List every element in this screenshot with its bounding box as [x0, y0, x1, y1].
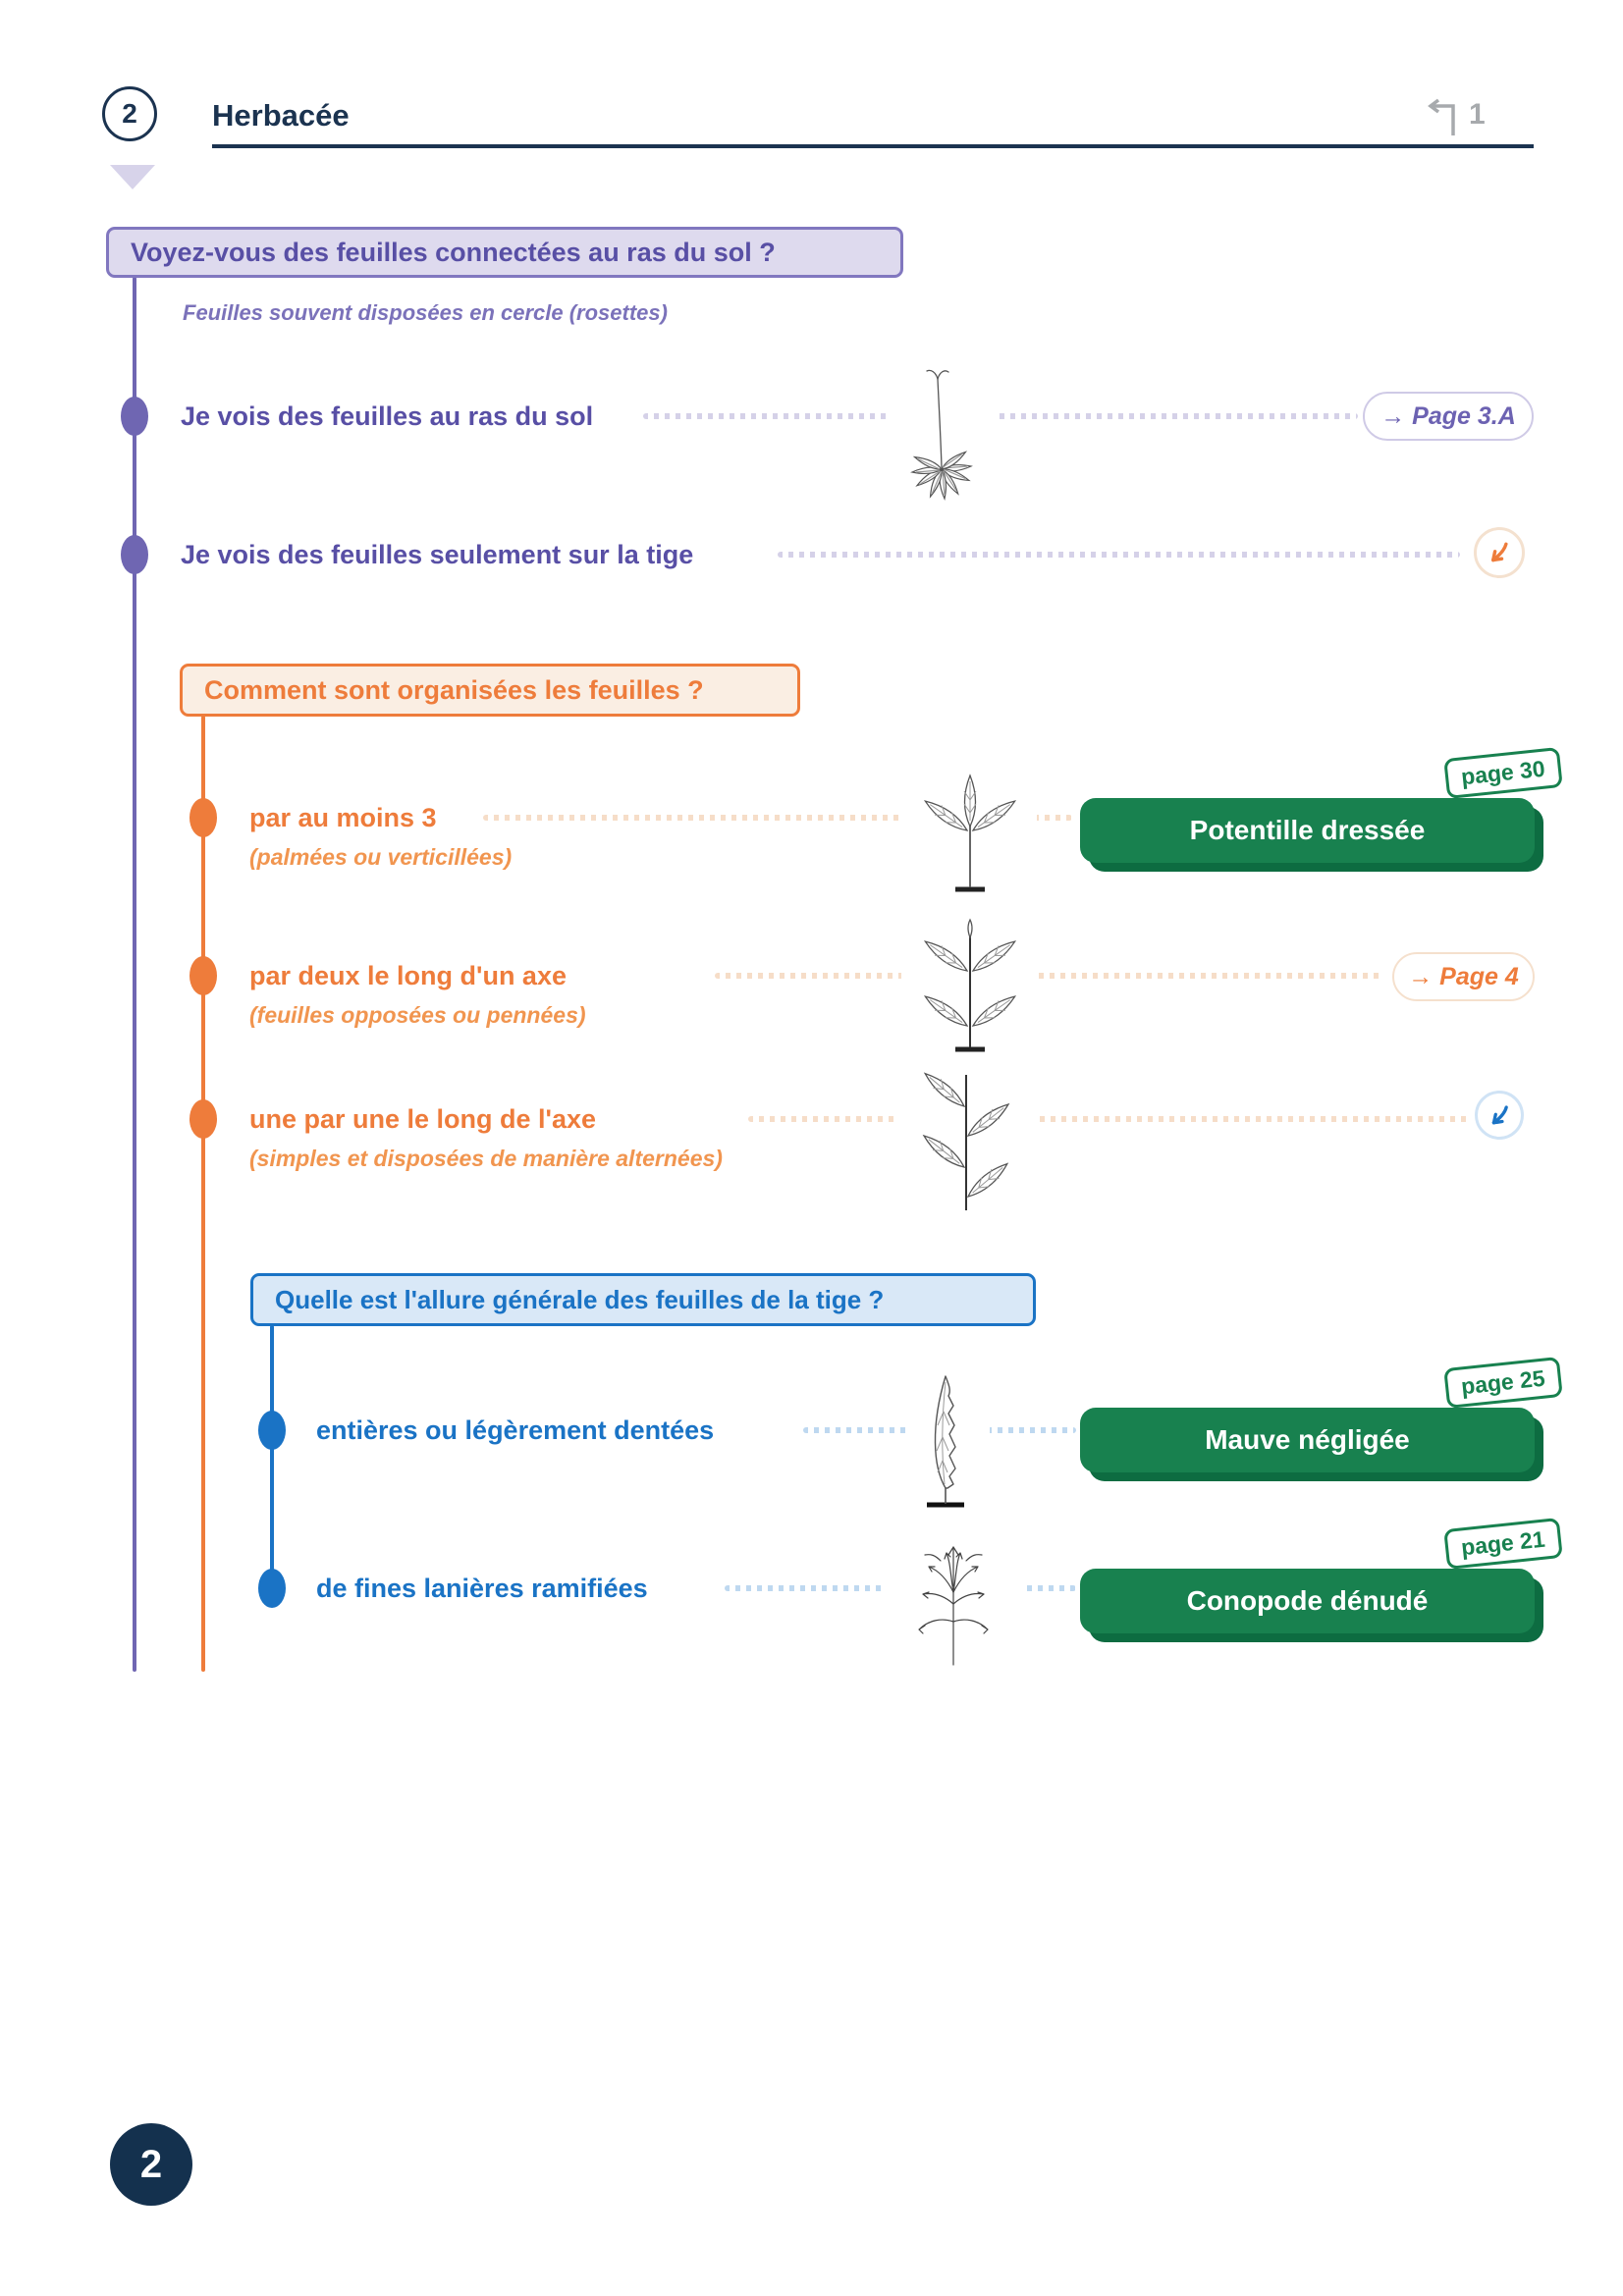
question-text: Voyez-vous des feuilles connectées au ras du sol ?: [131, 237, 776, 267]
page-number-badge: [110, 2123, 192, 2206]
page-link-label: → Page 3.A: [1380, 401, 1516, 430]
toothed-leaf-icon: [905, 1364, 990, 1510]
connector-line-purple: [133, 277, 136, 1672]
option-label: par au moins 3: [249, 803, 437, 832]
back-page-link[interactable]: [1424, 96, 1486, 144]
connector-line-orange: [201, 716, 205, 1672]
option-label: de fines lanières ramifiées: [316, 1574, 648, 1603]
species-name: Potentille dressée: [1189, 815, 1426, 845]
page-number: 2: [139, 2142, 163, 2186]
question-box-leaf-shape: [250, 1273, 1036, 1326]
species-result-card[interactable]: [1080, 1525, 1547, 1633]
option-bullet: [189, 1099, 217, 1139]
header-rule: [212, 144, 1534, 148]
dotted-leader: [643, 413, 1358, 419]
page-tag[interactable]: page 30: [1444, 747, 1563, 799]
option-bullet: [121, 535, 148, 574]
page-link-label: → Page 4: [1408, 962, 1519, 990]
back-page-number: 1: [1469, 98, 1486, 131]
option-detail: (feuilles opposées ou pennées): [249, 1002, 586, 1028]
section-marker-triangle: [110, 165, 155, 189]
species-result-card[interactable]: [1080, 1364, 1547, 1472]
option-label: Je vois des feuilles seulement sur la tige: [181, 540, 694, 569]
question-box-ground-leaves: [106, 227, 903, 278]
alternate-leaves-icon: [895, 1063, 1037, 1212]
page-tag[interactable]: page 25: [1444, 1357, 1563, 1409]
question-text: Comment sont organisées les feuilles ?: [204, 674, 704, 705]
question-box-leaf-arrangement: [180, 664, 800, 717]
option-label: une par une le long de l'axe: [249, 1104, 597, 1134]
option-detail: (simples et disposées de manière alternées): [249, 1146, 723, 1171]
page-link[interactable]: [1363, 392, 1534, 441]
option-label: Je vois des feuilles au ras du sol: [181, 401, 594, 431]
dotted-leader: [748, 1116, 1471, 1122]
rosette-plant-icon: [886, 365, 996, 501]
species-name: Mauve négligée: [1205, 1424, 1410, 1455]
option-bullet: [189, 798, 217, 837]
dotted-leader: [778, 552, 1460, 558]
dotted-leader: [715, 973, 1382, 979]
opposite-leaves-icon: [901, 916, 1037, 1055]
whorled-leaves-icon: [901, 766, 1037, 895]
option-bullet: [121, 397, 148, 436]
option-label: par deux le long d'un axe: [249, 961, 567, 990]
question-text: Quelle est l'allure générale des feuilles de la tige ?: [275, 1284, 885, 1314]
continue-arrow-icon: [1475, 1091, 1524, 1140]
page-tag[interactable]: page 21: [1444, 1518, 1563, 1570]
page-link[interactable]: [1392, 952, 1535, 1001]
question-hint: Feuilles souvent disposées en cercle (rosettes): [183, 300, 668, 325]
option-bullet: [189, 956, 217, 995]
section-number: 2: [122, 98, 137, 129]
return-arrow-icon: [1424, 96, 1465, 144]
branched-leaf-icon: [886, 1527, 1021, 1667]
page-title: Herbacée: [212, 98, 350, 133]
option-detail: (palmées ou verticillées): [249, 844, 513, 870]
species-name: Conopode dénudé: [1186, 1585, 1429, 1616]
option-bullet: [258, 1411, 286, 1450]
species-result-card[interactable]: [1080, 755, 1547, 863]
continue-arrow-icon: [1474, 527, 1525, 578]
option-label: entières ou légèrement dentées: [316, 1415, 715, 1445]
option-bullet: [258, 1569, 286, 1608]
section-number-badge: [102, 86, 157, 141]
